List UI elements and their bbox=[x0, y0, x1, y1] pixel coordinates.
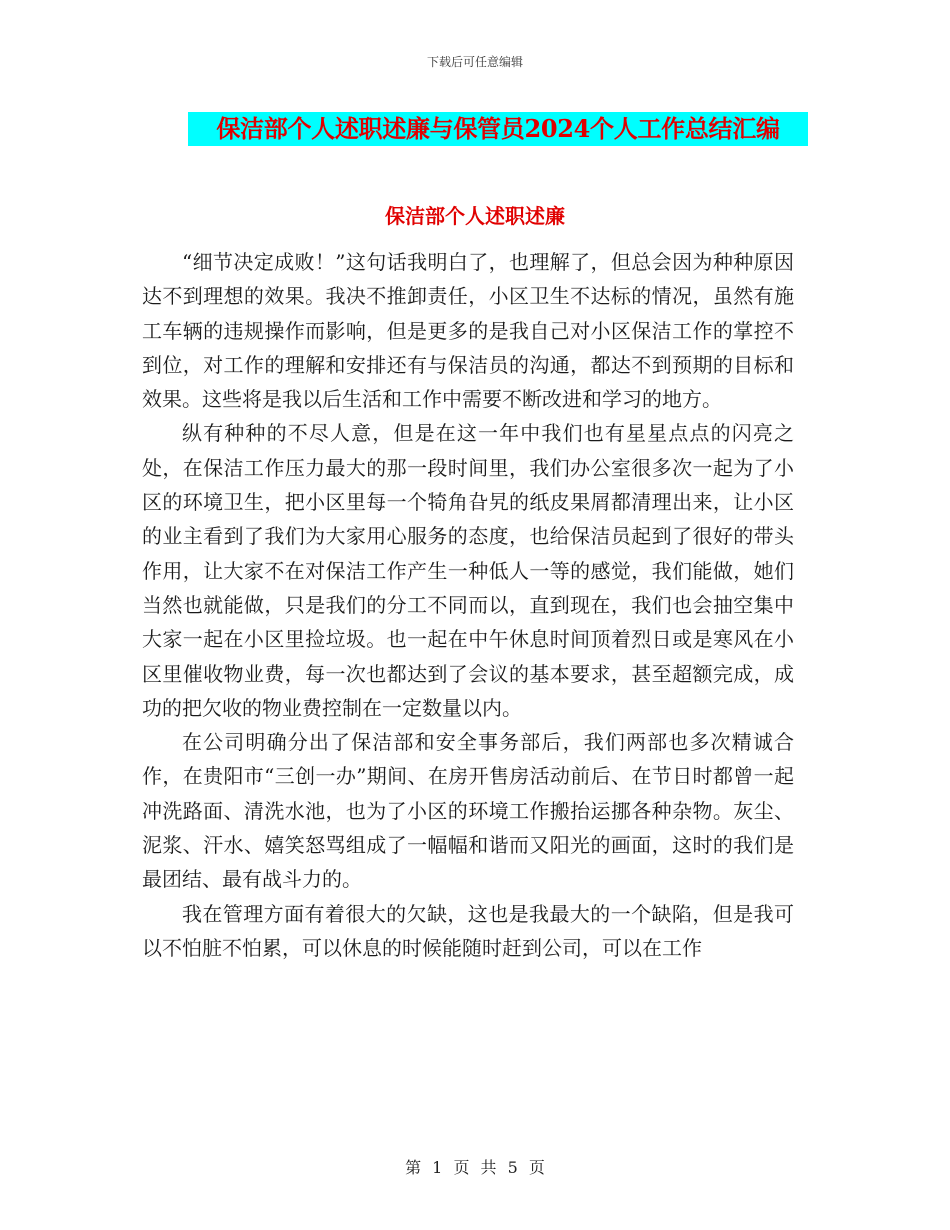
paragraph: 纵有种种的不尽人意，但是在这一年中我们也有星星点点的闪亮之处，在保洁工作压力最大的那一段时间里，我们办公室很多次一起为了小区的环境卫生，把小区里每一个犄角旮旯的纸皮果屑都清理出来，让小区的业主看到了我们为大家用心服务的态度，也给保洁员起到了很好的带头作用，让大家不在对保洁工作产生一种低人一等的感觉，我们能做，她们当然也就能做，只是我们的分工不同而以，直到现在，我们也会抽空集中大家一起在小区里捡垃圾。也一起在中午休息时间顶着烈日或是寒风在小区里催收物业费，每一次也都达到了会议的基本要求，甚至超额完成，成功的把欠收的物业费控制在一定数量以内。 bbox=[142, 421, 794, 720]
section-title: 保洁部个人述职述廉 bbox=[385, 204, 565, 228]
paragraph: 我在管理方面有着很大的欠缺，这也是我最大的一个缺陷，但是我可以不怕脏不怕累，可以休息的时候能随时赶到公司，可以在工作 bbox=[142, 901, 794, 960]
paragraph: “细节决定成败！”这句话我明白了，也理解了，但总会因为种种原因达不到理想的效果。我决不推卸责任，小区卫生不达标的情况，虽然有施工车辆的违规操作而影响，但是更多的是我自己对小区保洁工作的掌控不到位，对工作的理解和安排还有与保洁员的沟通，都达不到预期的目标和效果。这些将是我以后生活和工作中需要不断改进和学习的地方。 bbox=[142, 250, 794, 412]
page-footer: 第 1 页 共 5 页 bbox=[405, 1158, 545, 1177]
document-title: 保洁部个人述职述廉与保管员2024个人工作总结汇编 bbox=[188, 112, 808, 146]
body-text bbox=[142, 245, 794, 965]
paragraph: 在公司明确分出了保洁部和安全事务部后，我们两部也多次精诚合作，在贵阳市“三创一办”期间、在房开售房活动前后、在节日时都曾一起冲洗路面、清洗水池，也为了小区的环境工作搬抬运挪各种杂物。灰尘、泥浆、汗水、嬉笑怒骂组成了一幅幅和谐而又阳光的画面，这时的我们是最团结、最有战斗力的。 bbox=[142, 730, 794, 892]
header-note: 下载后可任意编辑 bbox=[426, 55, 523, 69]
